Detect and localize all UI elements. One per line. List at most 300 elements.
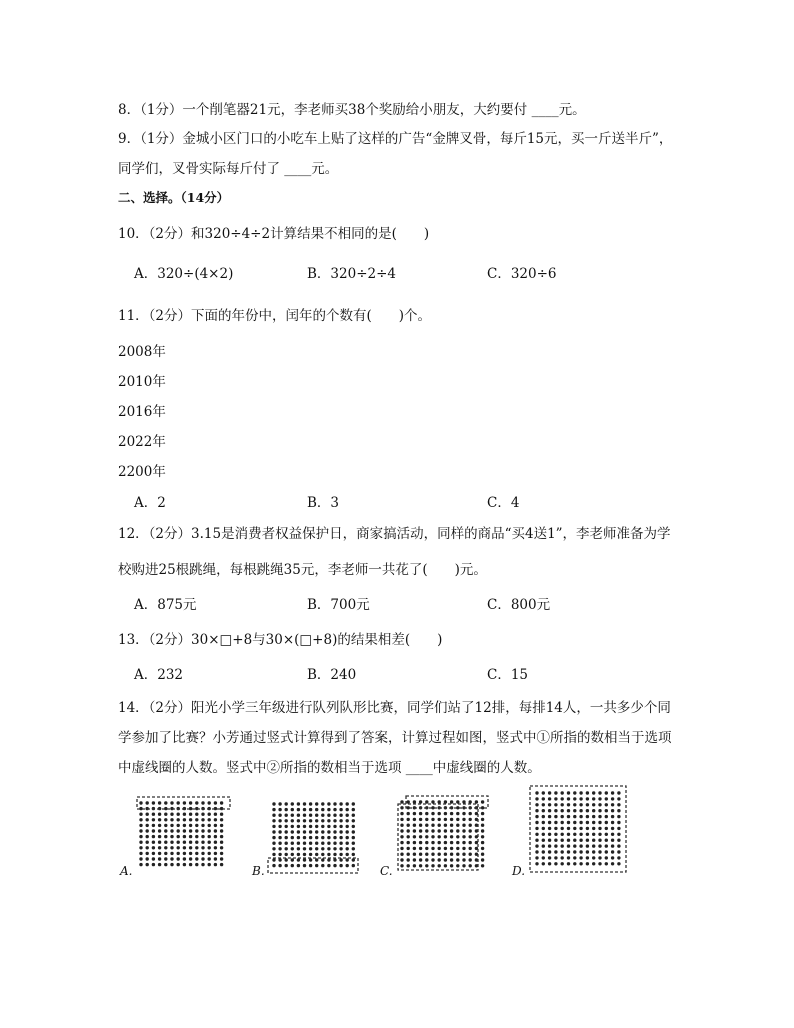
dot [561,862,564,865]
dot [425,812,428,815]
dot [327,802,330,805]
dot [425,841,428,844]
dot [419,812,422,815]
dot [297,836,300,839]
question-12-option-c: C．800元 [487,597,551,613]
dot [183,846,186,849]
dot [535,797,538,800]
dot [309,847,312,850]
dot [567,844,570,847]
dot [278,858,281,861]
dot [177,857,180,860]
dot [592,844,595,847]
dot [425,829,428,832]
dot [554,856,557,859]
dot [303,808,306,811]
dot [462,841,465,844]
dot [346,836,349,839]
dot [177,813,180,816]
dot [285,864,288,867]
dot [164,846,167,849]
dot [339,858,342,861]
dot [208,852,211,855]
dot [195,818,198,821]
dot [278,847,281,850]
dot [291,858,294,861]
dot [189,846,192,849]
dot [327,842,330,845]
dot [297,858,300,861]
dot [579,803,582,806]
dot [438,824,441,827]
dot [598,797,601,800]
dot [220,818,223,821]
dot [462,853,465,856]
dot [139,835,142,838]
dot [346,864,349,867]
dot [561,821,564,824]
dot [189,863,192,866]
dot [400,864,403,867]
dot-array-c-svg [396,794,492,874]
dot [278,836,281,839]
dot [431,864,434,867]
dot [535,839,538,842]
dot [146,857,149,860]
dot [291,830,294,833]
dot [278,802,281,805]
dot [139,829,142,832]
question-10-option-a: A．320÷(4×2) [134,266,234,282]
dot [220,829,223,832]
dot [605,850,608,853]
dot [220,852,223,855]
dot [208,829,211,832]
dot [431,818,434,821]
dot [346,830,349,833]
dot [139,846,142,849]
dot [481,829,484,832]
dot [481,853,484,856]
dot [567,862,570,865]
dot [592,839,595,842]
dot [450,812,453,815]
dot [220,813,223,816]
dot [592,821,595,824]
dot [444,853,447,856]
dot [291,802,294,805]
dot [297,853,300,856]
dot [315,858,318,861]
dot [598,791,601,794]
dot [333,808,336,811]
dot [407,824,410,827]
dot [272,853,275,856]
dot [431,829,434,832]
dot [315,830,318,833]
dot [315,853,318,856]
dot [321,808,324,811]
dot [542,827,545,830]
dot [438,800,441,803]
dot [303,864,306,867]
dot [139,852,142,855]
dot [611,821,614,824]
dot [554,850,557,853]
dot [220,863,223,866]
dot [561,833,564,836]
dot [592,803,595,806]
dot [346,842,349,845]
dot [561,856,564,859]
question-10-stem: 10．（2分）和320÷4÷2计算结果不相同的是( ) [118,226,430,242]
dot [285,842,288,845]
dot [297,814,300,817]
dot [339,830,342,833]
dot [535,850,538,853]
dot [146,835,149,838]
dot [303,858,306,861]
dot [146,852,149,855]
dot [611,844,614,847]
dot [152,818,155,821]
dot [339,842,342,845]
dot [611,827,614,830]
dot [535,856,538,859]
dot [605,821,608,824]
dot [189,829,192,832]
dot [303,825,306,828]
dot [146,813,149,816]
dot [214,818,217,821]
dot [201,824,204,827]
dot [450,841,453,844]
dot [158,841,161,844]
year-item: 2016年 [118,404,166,420]
dot [339,808,342,811]
dot [542,791,545,794]
dot [297,825,300,828]
section-heading-choice: 二、选择。（14分） [118,190,230,205]
dot [407,829,410,832]
dot [592,862,595,865]
dot [183,813,186,816]
dot [573,850,576,853]
dot [535,815,538,818]
dot [605,856,608,859]
dot [303,802,306,805]
dot [309,802,312,805]
dot [554,833,557,836]
dot [450,864,453,867]
dot [611,809,614,812]
dot [598,815,601,818]
dot [139,813,142,816]
dot [400,829,403,832]
dot [407,864,410,867]
figure-label-c: C. [380,864,393,878]
dot [469,829,472,832]
dot [579,815,582,818]
dot [535,791,538,794]
dot [456,824,459,827]
dot [469,847,472,850]
dot [535,821,538,824]
dot [462,864,465,867]
dot [189,835,192,838]
dot [475,800,478,803]
dot [272,830,275,833]
dot [333,858,336,861]
dot [321,864,324,867]
dot [611,791,614,794]
dot [481,818,484,821]
dot [164,841,167,844]
dot [407,800,410,803]
dot [419,864,422,867]
dot [327,847,330,850]
dot [400,847,403,850]
dot [214,841,217,844]
dot [214,813,217,816]
dot [561,803,564,806]
dot [598,839,601,842]
dot [291,819,294,822]
dot [481,824,484,827]
dot [315,842,318,845]
dot [419,841,422,844]
year-item: 2010年 [118,374,166,390]
dot [170,824,173,827]
dot [285,814,288,817]
dot [189,852,192,855]
dot [309,819,312,822]
dot [611,803,614,806]
dot [605,839,608,842]
dot [152,824,155,827]
dot [542,815,545,818]
dot [611,856,614,859]
dot [309,836,312,839]
dot [617,791,620,794]
dot [285,802,288,805]
dot [352,842,355,845]
dot [419,858,422,861]
dot [146,863,149,866]
dot [278,819,281,822]
dot [183,852,186,855]
dot [195,824,198,827]
dot [542,850,545,853]
dot [425,824,428,827]
dot [413,847,416,850]
dot [158,813,161,816]
dot [327,808,330,811]
dot [272,825,275,828]
dot [444,829,447,832]
dot [579,827,582,830]
dot [469,824,472,827]
dot [177,818,180,821]
year-item: 2008年 [118,344,166,360]
dot [400,858,403,861]
dot [309,842,312,845]
dot [407,818,410,821]
dot [303,847,306,850]
dot-array-figure-a [136,796,232,874]
dot [548,809,551,812]
dot [567,803,570,806]
dot [152,829,155,832]
dot [462,800,465,803]
dot [164,852,167,855]
dot [352,802,355,805]
dot [419,847,422,850]
dot [438,835,441,838]
dot [170,813,173,816]
dot [352,814,355,817]
dot [220,846,223,849]
dot [573,797,576,800]
dot [183,801,186,804]
dot [481,847,484,850]
dot-array-figure-d [528,784,630,876]
dot [419,829,422,832]
dot [309,864,312,867]
dot [327,858,330,861]
question-14-line-3: 中虚线圈的人数。竖式中②所指的数相当于选项 ____中虚线圈的人数。 [118,760,541,776]
dot [444,835,447,838]
dot [438,812,441,815]
dot [285,808,288,811]
dot [352,825,355,828]
dot [183,829,186,832]
dot [164,801,167,804]
dot [567,850,570,853]
dot [315,864,318,867]
dot [195,857,198,860]
dot [278,853,281,856]
dot [291,847,294,850]
dot [291,814,294,817]
dot [195,835,198,838]
year-item: 2200年 [118,464,166,480]
dot [592,833,595,836]
dot [561,809,564,812]
dot [611,815,614,818]
dot [285,819,288,822]
dot [346,808,349,811]
dot [400,853,403,856]
dot [278,830,281,833]
dot [195,863,198,866]
dot [413,800,416,803]
dot [291,864,294,867]
dot [617,797,620,800]
dot [346,847,349,850]
dot [542,839,545,842]
dot [592,827,595,830]
dot [139,818,142,821]
dot [586,844,589,847]
dot [598,856,601,859]
dot [177,841,180,844]
dot [189,813,192,816]
year-item: 2022年 [118,434,166,450]
dot [561,850,564,853]
dot [164,818,167,821]
dot [611,833,614,836]
question-12-option-a: A．875元 [134,597,197,613]
dot [208,846,211,849]
dot [272,808,275,811]
dot [419,818,422,821]
dot [481,864,484,867]
dot [413,841,416,844]
dot [352,830,355,833]
dot [592,856,595,859]
dot [617,833,620,836]
dot [431,824,434,827]
dot [469,818,472,821]
dot [214,835,217,838]
dot [183,863,186,866]
dot [285,858,288,861]
dot [554,862,557,865]
dot [139,857,142,860]
dot [272,842,275,845]
dot [152,863,155,866]
dot [617,862,620,865]
dot [407,841,410,844]
dot [450,858,453,861]
dot [561,827,564,830]
dot [431,847,434,850]
dot [481,858,484,861]
dot [579,844,582,847]
dot [315,825,318,828]
dot [146,841,149,844]
dot [444,847,447,850]
question-13-option-c: C．15 [487,667,529,683]
dot-array-figure-c [396,794,492,874]
dot [462,829,465,832]
dot [462,858,465,861]
dot [419,853,422,856]
dot [152,835,155,838]
dot [431,835,434,838]
dot [573,856,576,859]
dot [303,819,306,822]
dot [554,797,557,800]
dot [158,801,161,804]
dot [573,839,576,842]
dot [321,825,324,828]
dot [469,853,472,856]
dot [189,824,192,827]
dot [579,856,582,859]
dot [456,818,459,821]
dot [183,824,186,827]
dot [548,862,551,865]
dot [542,862,545,865]
dot [548,803,551,806]
dot [542,821,545,824]
dot [481,835,484,838]
dot [438,853,441,856]
dot [542,809,545,812]
dot [333,842,336,845]
